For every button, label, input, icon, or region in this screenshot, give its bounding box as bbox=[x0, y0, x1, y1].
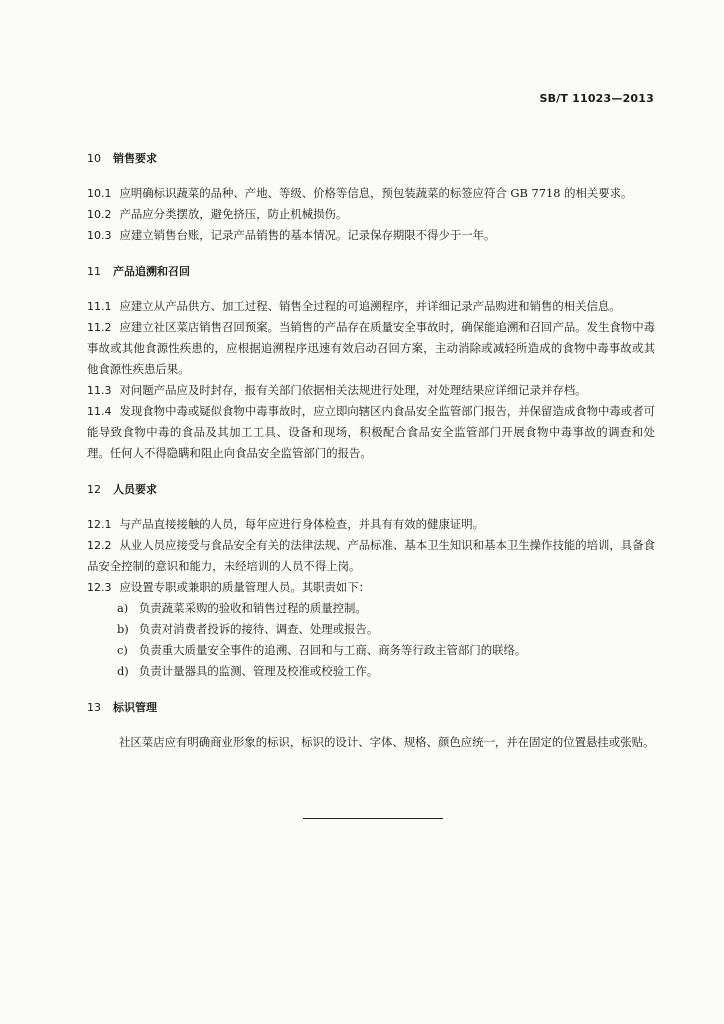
section-13-paragraph: 社区菜店应有明确商业形象的标识，标识的设计、字体、规格、颜色应统一，并在固定的位置悬挂或张贴。 bbox=[119, 735, 655, 749]
clause-12-2: 12.2 从业人员应接受与食品安全有关的法律法规、产品标准、基本卫生知识和基本卫生操作技能的培训，具备食品安全控制的意识和能力，未经培训的人员不得上岗。 bbox=[87, 538, 655, 573]
list-item: d) 负责计量器具的监测、管理及校准或校验工作。 bbox=[117, 664, 379, 678]
clause-11-2: 11.2 应建立社区菜店销售召回预案。当销售的产品存在质量安全事故时，确保能追溯和召回产品。发生食物中毒事故或其他食源性疾患的，应根据追溯程序迅速有效启动召回方案，主动消除或减轻所造成的食物中毒事故或其他食源性疾患后果。 bbox=[87, 320, 655, 376]
list-item: b) 负责对消费者投诉的接待、调查、处理或报告。 bbox=[117, 622, 379, 636]
clause-12-1: 12.1 与产品直接接触的人员，每年应进行身体检查，并具有有效的健康证明。 bbox=[87, 517, 485, 531]
list-item: c) 负责重大质量安全事件的追溯、召回和与工商、商务等行政主管部门的联络。 bbox=[117, 643, 527, 657]
clause-10-3: 10.3 应建立销售台账，记录产品销售的基本情况。记录保存期限不得少于一年。 bbox=[87, 228, 496, 242]
clause-10-1: 10.1 应明确标识蔬菜的品种、产地、等级、价格等信息，预包装蔬菜的标签应符合 GB 7718 的相关要求。 bbox=[87, 186, 633, 200]
clause-10-2: 10.2 产品应分类摆放，避免挤压，防止机械损伤。 bbox=[87, 207, 348, 221]
section-heading-12: 12 人员要求 bbox=[87, 483, 157, 496]
clause-11-3: 11.3 对问题产品应及时封存，报有关部门依据相关法规进行处理，对处理结果应详细记录并存档。 bbox=[87, 383, 587, 397]
list-item: a) 负责蔬菜采购的验收和销售过程的质量控制。 bbox=[117, 601, 367, 615]
clause-12-3: 12.3 应设置专职或兼职的质量管理人员。其职责如下： bbox=[87, 580, 371, 594]
section-heading-10: 10 销售要求 bbox=[87, 152, 157, 165]
document-code: SB/T 11023—2013 bbox=[539, 92, 654, 105]
responsibility-list bbox=[87, 598, 655, 682]
document-body bbox=[87, 148, 655, 753]
clause-11-4: 11.4 发现食物中毒或疑似食物中毒事故时，应立即向辖区内食品安全监管部门报告，并保留造成食物中毒或者可能导致食物中毒的食品及其加工工具、设备和现场，积极配合食品安全监管部门开展食物中毒事故的调查和处理。任何人不得隐瞒和阻止向食品安全监管部门的报告。 bbox=[87, 404, 655, 460]
section-heading-11: 11 产品追溯和召回 bbox=[87, 265, 190, 278]
clause-11-1: 11.1 应建立从产品供方、加工过程、销售全过程的可追溯程序，并详细记录产品购进和销售的相关信息。 bbox=[87, 299, 621, 313]
end-rule bbox=[303, 818, 443, 819]
section-heading-13: 13 标识管理 bbox=[87, 701, 157, 714]
